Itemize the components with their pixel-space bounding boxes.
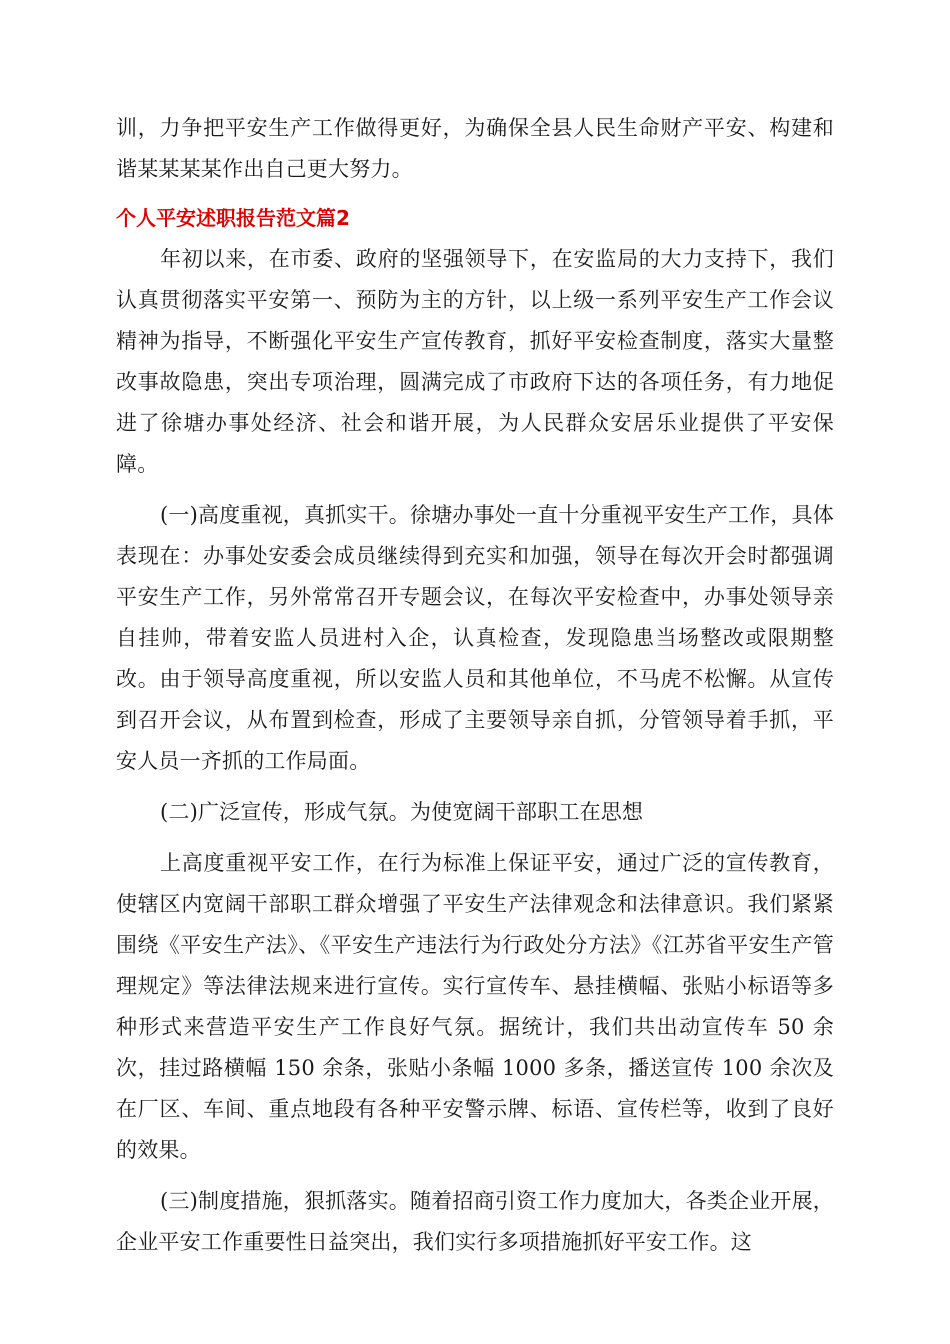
paragraph-section-2-title: (二)广泛宣传，形成气氛。为使宽阔干部职工在思想: [160, 800, 644, 824]
document-page: [116, 108, 834, 1263]
paragraph-continuation: 训，力争把平安生产工作做得更好，为确保全县人民生命财产平安、构建和谐某某某某作出自己更大努力。: [116, 116, 834, 181]
paragraph-section-3: (三)制度措施，狠抓落实。随着招商引资工作力度加大，各类企业开展，企业平安工作重要性日益突出，我们实行多项措施抓好平安工作。这: [116, 1189, 834, 1254]
paragraph-intro: 年初以来，在市委、政府的坚强领导下，在安监局的大力支持下，我们认真贯彻落实平安第一、预防为主的方针，以上级一系列平安生产工作会议精神为指导，不断强化平安生产宣传教育，抓好平安检查制度，落实大量整改事故隐患，突出专项治理，圆满完成了市政府下达的各项任务，有力地促进了徐塘办事处经济、社会和谐开展，为人民群众安居乐业提供了平安保障。: [116, 247, 834, 476]
paragraph-section-2-body: 上高度重视平安工作，在行为标准上保证平安，通过广泛的宣传教育，使辖区内宽阔干部职工群众增强了平安生产法律观念和法律意识。我们紧紧围绕《平安生产法》、《平安生产违法行为行政处分方法》《江苏省平安生产管理规定》等法律法规来进行宣传。实行宣传车、悬挂横幅、张贴小标语等多种形式来营造平安生产工作良好气氛。据统计，我们共出动宣传车 50 余次，挂过路横幅 150 余条，张贴小条幅 1000 多条，播送宣传 100 余次及在厂区、车间、重点地段有各种平安警示牌、标语、宣传栏等，收到了良好的效果。: [116, 851, 834, 1162]
paragraph-section-1: (一)高度重视，真抓实干。徐塘办事处一直十分重视平安生产工作，具体表现在：办事处安委会成员继续得到充实和加强，领导在每次开会时都强调平安生产工作，另外常常召开专题会议，在每次平安检查中，办事处领导亲自挂帅，带着安监人员进村入企，认真检查，发现隐患当场整改或限期整改。由于领导高度重视，所以安监人员和其他单位，不马虎不松懈。从宣传到召开会议，从布置到检查，形成了主要领导亲自抓，分管领导着手抓，平安人员一齐抓的工作局面。: [116, 503, 834, 773]
section-heading: 个人平安述职报告范文篇2: [116, 206, 350, 230]
